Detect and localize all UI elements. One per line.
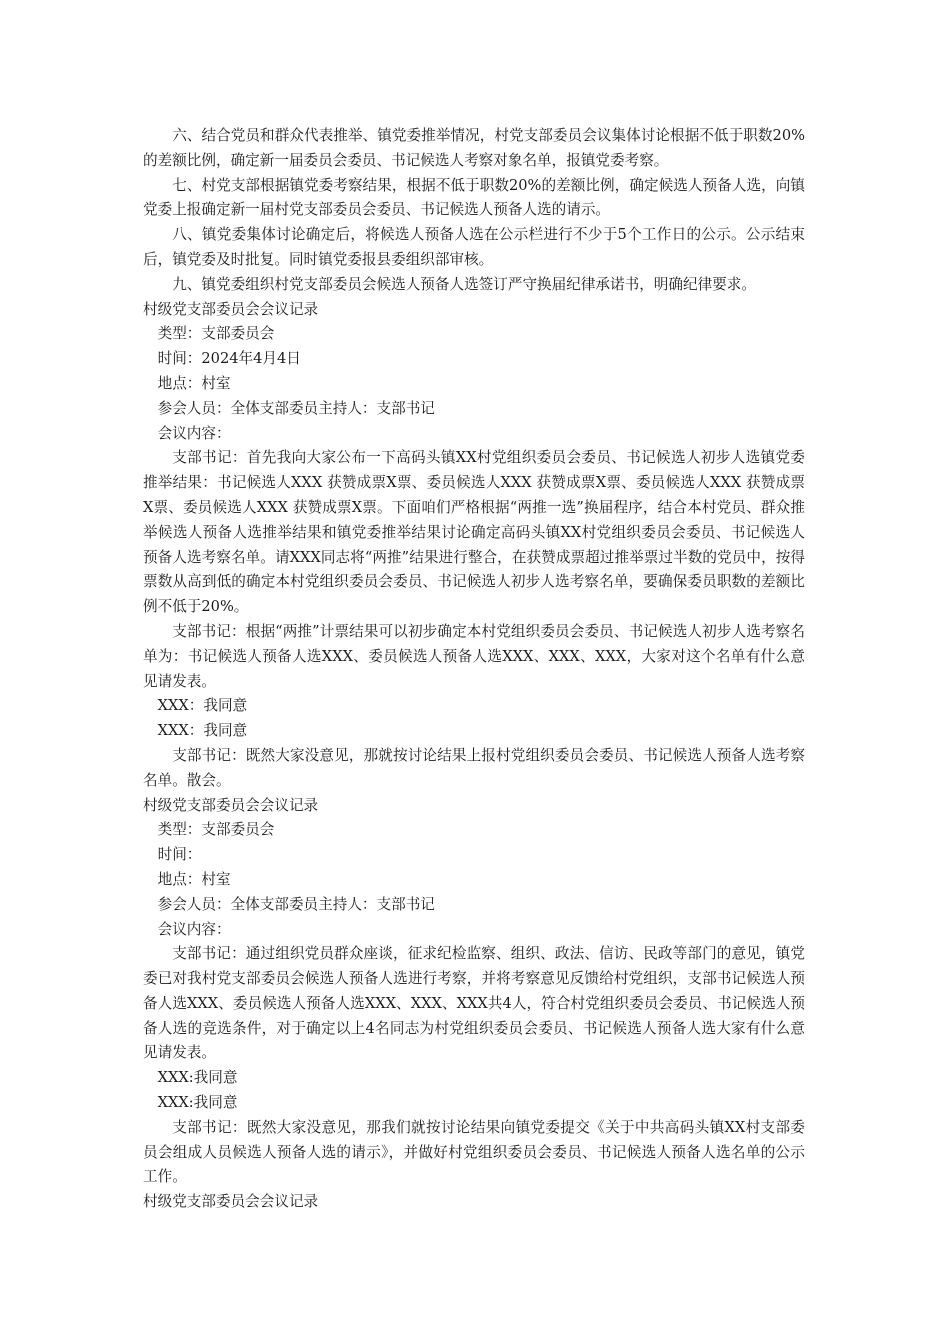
paragraph-item-6: 六、结合党员和群众代表推举、镇党委推举情况，村党支部委员会议集体讨论根据不低于职数20%的差额比例，确定新一届委员会委员、书记候选人考察对象名单，报镇党委考察。 [143, 127, 805, 169]
document-page [143, 124, 805, 1215]
record-speech: 支部书记：既然大家没意见，那我们就按讨论结果向镇党委提交《关于中共高码头镇XX村支部委员会组成人员候选人预备人选的请示》，并做好村党组织委员会委员、书记候选人预备人选名单的公示工作。 [143, 1118, 805, 1186]
record-time: 时间：2024年4月4日 [157, 350, 301, 368]
record-attendees: 参会人员：全体支部委员主持人：支部书记 [157, 895, 435, 913]
record-title: 村级党支部委员会会议记录 [143, 300, 319, 318]
record-place: 地点：村室 [157, 374, 231, 392]
meeting-record-3 [143, 1190, 805, 1215]
paragraph-item-9: 九、镇党委组织村党支部委员会候选人预备人选签订严守换届纪律承诺书，明确纪律要求。 [172, 275, 756, 293]
record-type: 类型：支部委员会 [157, 821, 275, 839]
record-reply: XXX：我同意 [157, 722, 248, 740]
record-content-label: 会议内容： [157, 424, 231, 442]
record-attendees: 参会人员：全体支部委员主持人：支部书记 [157, 399, 435, 417]
meeting-record-1 [143, 298, 805, 794]
record-speech: 支部书记：根据“两推”计票结果可以初步确定本村党组织委员会委员、书记候选人初步人选考察名单为：书记候选人预备人选XXX、委员候选人预备人选XXX、XXX、XXX，大家对这个名单有什么意见请发表。 [143, 622, 805, 690]
record-title: 村级党支部委员会会议记录 [143, 1193, 319, 1211]
record-title: 村级党支部委员会会议记录 [143, 796, 319, 814]
record-time: 时间： [157, 846, 202, 864]
record-reply: XXX：我同意 [157, 697, 248, 715]
paragraph-item-8: 八、镇党委集体讨论确定后，将候选人预备人选在公示栏进行不少于5个工作日的公示。公示结束后，镇党委及时批复。同时镇党委报县委组织部审核。 [143, 226, 805, 268]
record-speech: 支部书记：既然大家没意见，那就按讨论结果上报村党组织委员会委员、书记候选人预备人选考察名单。散会。 [143, 746, 805, 789]
record-speech: 支部书记：首先我向大家公布一下高码头镇XX村党组织委员会委员、书记候选人初步人选镇党委推举结果：书记候选人XXX 获赞成票X票、委员候选人XXX 获赞成票X票、委员候选人XXX 获赞成票X票、委员候选人XXX 获赞成票X票。下面咱们严格根据“两推一选”换届程序，结合本村党员、群众推举候选人预备人选推举结果和镇党委推举结果讨论确定高码头镇XX村党组织委员会委员、书记候选人预备人选考察名单。请XXX同志将“两推”结果进行整合，在获赞成票超过推举票过半数的党员中，按得票数从高到低的确定本村党组织委员会委员、书记候选人初步人选考察名单，要确保委员职数的差额比例不低于20%。 [143, 449, 805, 616]
record-reply: XXX:我同意 [157, 1094, 238, 1112]
record-type: 类型：支部委员会 [157, 325, 275, 343]
meeting-record-2 [143, 794, 805, 1191]
record-place: 地点：村室 [157, 870, 231, 888]
record-content-label: 会议内容： [157, 920, 231, 938]
record-reply: XXX:我同意 [157, 1069, 238, 1087]
record-speech: 支部书记：通过组织党员群众座谈，征求纪检监察、组织、政法、信访、民政等部门的意见，镇党委已对我村党支部委员会候选人预备人选进行考察，并将考察意见反馈给村党组织，支部书记候选人预备人选XXX、委员候选人预备人选XXX、XXX、XXX共4人，符合村党组织委员会委员、书记候选人预备人选的竞选条件，对于确定以上4名同志为村党组织委员会委员、书记候选人预备人选大家有什么意见请发表。 [143, 945, 805, 1062]
paragraph-item-7: 七、村党支部根据镇党委考察结果，根据不低于职数20%的差额比例，确定候选人预备人选，向镇党委上报确定新一届村党支部委员会委员、书记候选人预备人选的请示。 [143, 176, 805, 219]
